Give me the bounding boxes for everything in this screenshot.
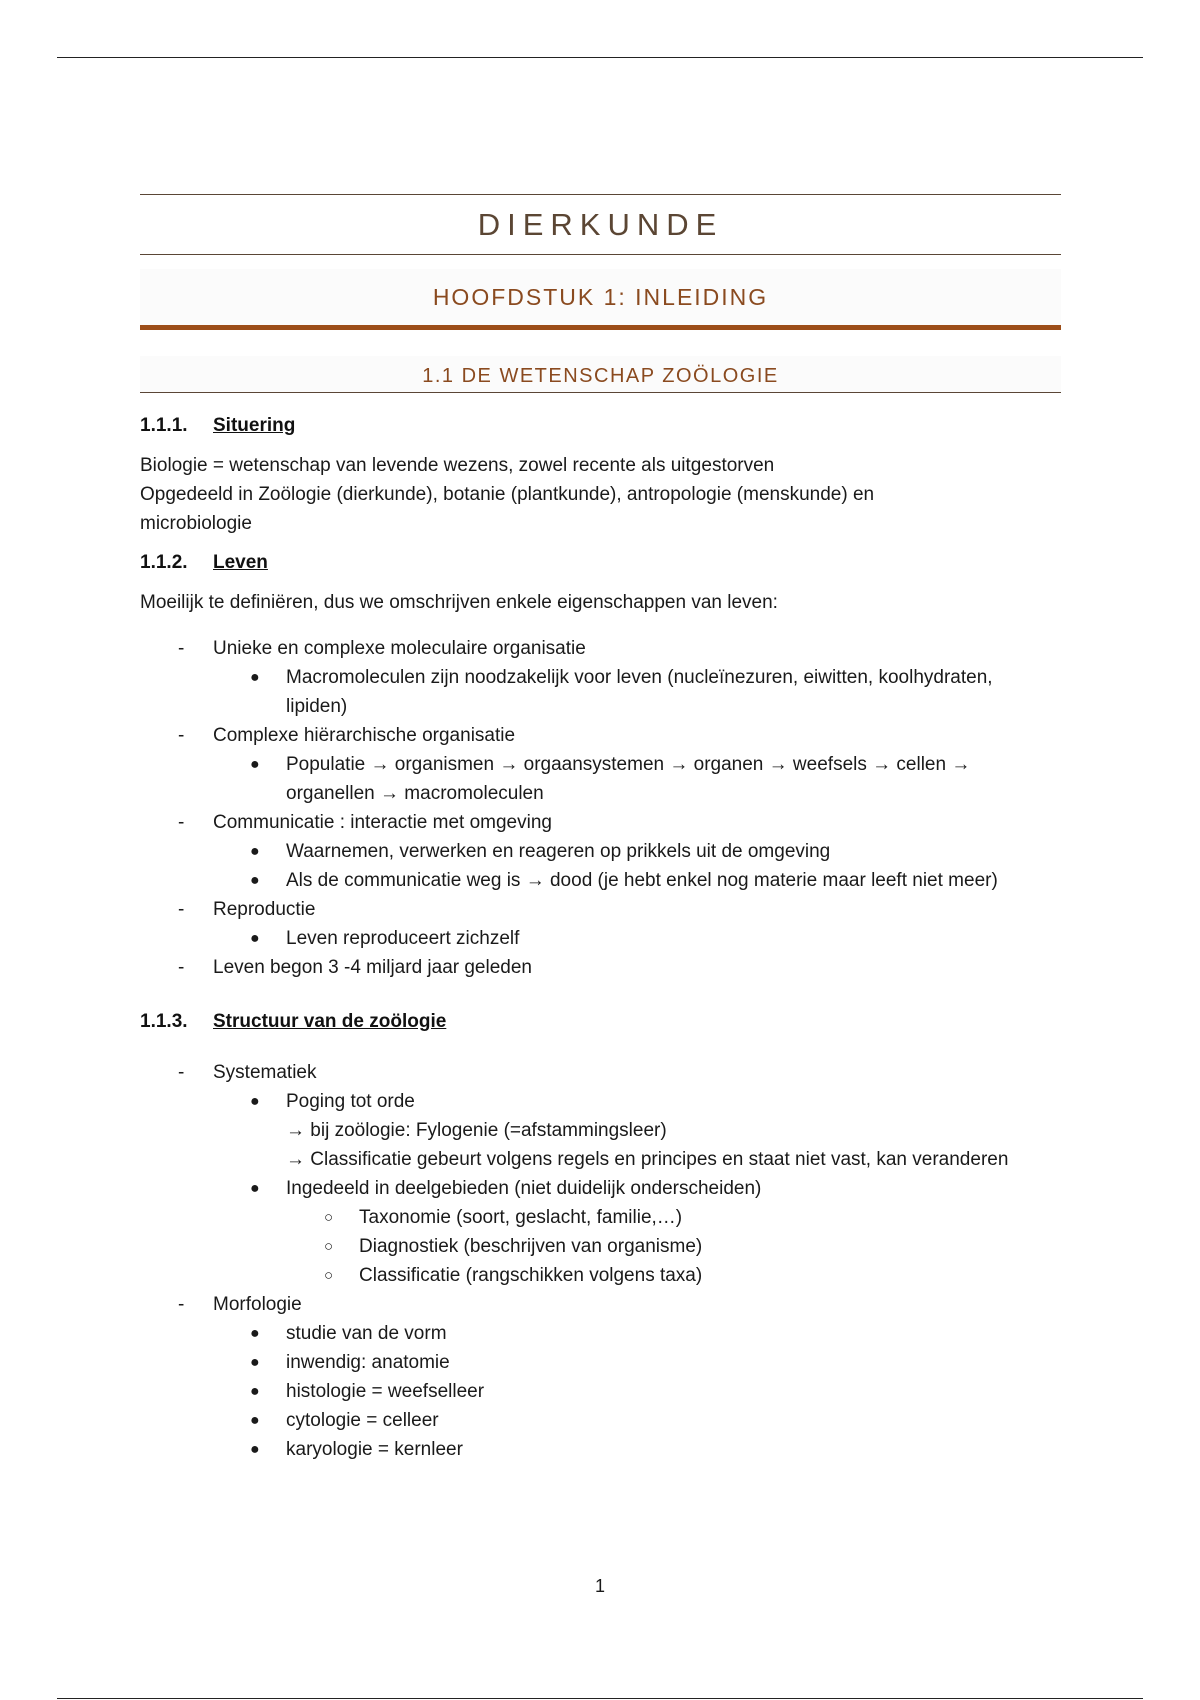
list-item: - Leven begon 3 -4 miljard jaar geleden bbox=[140, 953, 1061, 982]
title-block bbox=[140, 194, 1061, 255]
bullet-marker: ● bbox=[250, 930, 260, 947]
circle-marker: ○ bbox=[324, 1209, 334, 1226]
circle-marker: ○ bbox=[324, 1267, 334, 1284]
paragraph-line: Opgedeeld in Zoölogie (dierkunde), botanie (plantkunde), antropologie (menskunde) en bbox=[140, 484, 875, 505]
subsection-title: Structuur van de zoölogie bbox=[213, 1011, 447, 1032]
list-item: ● Waarnemen, verwerken en reageren op prikkels uit de omgeving bbox=[140, 837, 1061, 866]
paragraph-line: Moeilijk te definiëren, dus we omschrijven enkele eigenschappen van leven: bbox=[140, 592, 778, 613]
dash-marker: - bbox=[178, 638, 185, 659]
list-item: - Unieke en complexe moleculaire organisatie bbox=[140, 634, 1061, 663]
list-item: ● Macromoleculen zijn noodzakelijk voor leven (nucleïnezuren, eiwitten, koolhydraten, bbox=[140, 663, 1061, 692]
paragraph-line: microbiologie bbox=[140, 513, 252, 534]
list-item: ● studie van de vorm bbox=[140, 1319, 1061, 1348]
bullet-marker: ● bbox=[250, 669, 260, 686]
list-item: ● Ingedeeld in deelgebieden (niet duidelijk onderscheiden) bbox=[140, 1174, 1061, 1203]
subsection-heading-situering bbox=[140, 415, 1061, 437]
bullet-marker: ● bbox=[250, 1325, 260, 1342]
chapter-heading-block bbox=[140, 269, 1061, 330]
list-item: ● histologie = weefselleer bbox=[140, 1377, 1061, 1406]
list-item: - Systematiek bbox=[140, 1058, 1061, 1087]
list-item: ○ Classificatie (rangschikken volgens taxa) bbox=[140, 1261, 1061, 1290]
list-item-continuation: lipiden) bbox=[286, 696, 348, 717]
subsection-title: Situering bbox=[213, 415, 296, 436]
list-item: ● Poging tot orde bbox=[140, 1087, 1061, 1116]
bullet-marker: ● bbox=[250, 1093, 260, 1110]
list-item-continuation: → Classificatie gebeurt volgens regels en principes en staat niet vast, kan veranderen bbox=[286, 1149, 1009, 1170]
bullet-marker: ● bbox=[250, 1412, 260, 1429]
bullet-marker: ● bbox=[250, 1354, 260, 1371]
list-item-continuation: → bij zoölogie: Fylogenie (=afstammingsleer) bbox=[286, 1120, 667, 1141]
document-page bbox=[140, 194, 1061, 1464]
list-item: - Reproductie bbox=[140, 895, 1061, 924]
bullet-marker: ● bbox=[250, 1180, 260, 1197]
list-item-continuation: organellen → macromoleculen bbox=[286, 783, 544, 804]
subsection-heading-leven bbox=[140, 552, 1061, 574]
bullet-marker: ● bbox=[250, 843, 260, 860]
list-item: ● Als de communicatie weg is → dood (je hebt enkel nog materie maar leeft niet meer) bbox=[140, 866, 1061, 895]
list-item: ● inwendig: anatomie bbox=[140, 1348, 1061, 1377]
dash-marker: - bbox=[178, 1062, 185, 1083]
list-item: - Morfologie bbox=[140, 1290, 1061, 1319]
dash-marker: - bbox=[178, 1294, 185, 1315]
dash-marker: - bbox=[178, 725, 185, 746]
list-item: - Complexe hiërarchische organisatie bbox=[140, 721, 1061, 750]
section-heading: 1.1 DE WETENSCHAP ZOÖLOGIE bbox=[422, 365, 779, 387]
dash-marker: - bbox=[178, 957, 185, 978]
subsection-number: 1.1.1. bbox=[140, 415, 188, 436]
bullet-marker: ● bbox=[250, 872, 260, 889]
subsection-title: Leven bbox=[213, 552, 268, 573]
list-item: ● cytologie = celleer bbox=[140, 1406, 1061, 1435]
section-heading-block bbox=[140, 356, 1061, 393]
list-item: ● karyologie = kernleer bbox=[140, 1435, 1061, 1464]
list-item: ○ Diagnostiek (beschrijven van organisme) bbox=[140, 1232, 1061, 1261]
subsection-number: 1.1.3. bbox=[140, 1011, 188, 1032]
bullet-marker: ● bbox=[250, 1441, 260, 1458]
list-item: - Communicatie : interactie met omgeving bbox=[140, 808, 1061, 837]
subsection-number: 1.1.2. bbox=[140, 552, 188, 573]
chapter-heading: HOOFDSTUK 1: INLEIDING bbox=[432, 283, 769, 310]
list-item: ○ Taxonomie (soort, geslacht, familie,…) bbox=[140, 1203, 1061, 1232]
bullet-marker: ● bbox=[250, 1383, 260, 1400]
footer-rule bbox=[57, 1698, 1143, 1699]
paragraph-line: Biologie = wetenschap van levende wezens, zowel recente als uitgestorven bbox=[140, 455, 775, 476]
document-title: DIERKUNDE bbox=[477, 206, 724, 242]
page-number: 1 bbox=[594, 1576, 605, 1596]
list-item: ● Populatie → organismen → orgaansystemen → organen → weefsels → cellen → bbox=[140, 750, 1061, 779]
dash-marker: - bbox=[178, 812, 185, 833]
subsection-heading-structuur bbox=[140, 1011, 1061, 1033]
dash-marker: - bbox=[178, 899, 185, 920]
bullet-marker: ● bbox=[250, 756, 260, 773]
header-rule bbox=[57, 57, 1143, 58]
circle-marker: ○ bbox=[324, 1238, 334, 1255]
list-item: ● Leven reproduceert zichzelf bbox=[140, 924, 1061, 953]
